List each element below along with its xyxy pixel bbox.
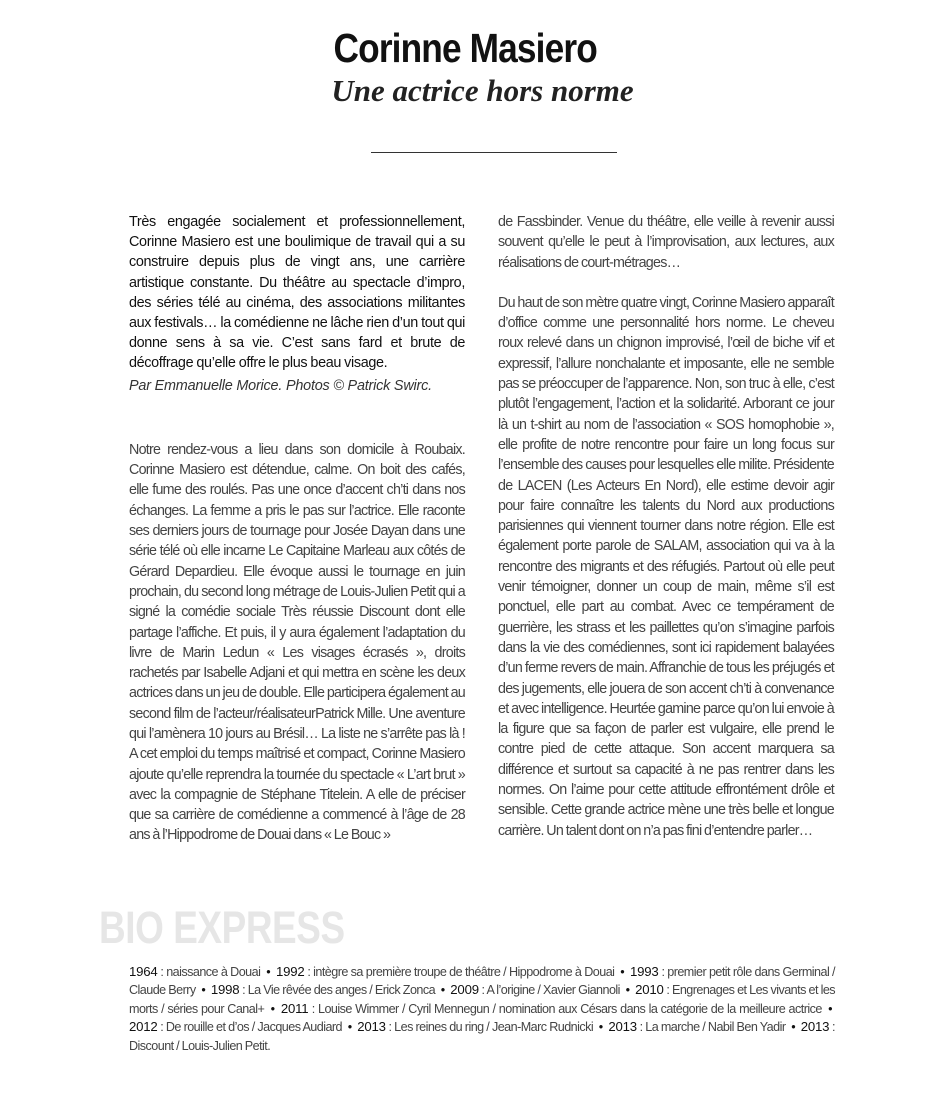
bio-entry-text: : naissance à Douai [157,965,261,979]
bio-entry-year: 1998 [210,982,240,998]
title-divider [371,152,617,153]
bio-entry [129,965,260,979]
bio-entry-year: 2009 [450,982,479,998]
bio-entry-year: 1964 [129,964,158,979]
bio-heading: BIO EXPRESS [99,902,345,953]
left-column [129,212,465,846]
bio-entry-year: 2012 [129,1019,158,1035]
bio-separator: • [440,983,445,998]
bio-entry-text: : A l’origine / Xavier Giannoli [478,983,620,998]
article-paragraph-1: Notre rendez-vous a lieu dans son domicile à Roubaix. Corinne Masiero est détendue, calme. On boit des cafés, elle fume des roulés. Pas une once d’accent ch’ti dans nos échanges. La femme a pris le pas sur l’actrice. Elle raconte ses derniers jours de tournage pour Josée Dayan dans une série télé où elle incarne Le Capitaine Marleau aux côtés de Gérard Depardieu. Elle évoque aussi le tournage en juin prochain, du second long métrage de Louis-Julien Petit qui a signé la comédie sociale Très réussie Discount dont elle partage l’affiche. Et puis, il y aura également l’adaptation du livre de Marin Ledun « Les visages écrasés », droits rachetés par Isabelle Adjani et qui mettra en scène les deux actrices dans un jeu de double. Elle participera également au second film de l’acteur/réalisateurPatrick Mille. Une aventure qui l’amènera 10 jours au Brésil… La liste ne s’arrête pas là ! A cet emploi du temps maîtrisé et compact, Corinne Masiero ajoute qu’elle reprendra la tournée du spectacle « L’art brut » avec la compagnie de Stéphane Titelein. A elle de préciser que sa carrière de comédienne a commencé à l’âge de 28 ans à l’Hippodrome de Douai dans « Le Bouc » [129,441,465,844]
bio-separator: • [266,965,271,979]
bio-entry-text: : De rouille et d’os / Jacques Audiard [157,1020,342,1035]
intro-paragraph: Très engagée socialement et professionnellement, Corinne Masiero est une boulimique de travail qui a su construire depuis plus de vingt ans, une carrière artistique constante. Du théâtre au spectacle d’impro, des séries télé au cinéma, des associations militantes aux festivals… la comédienne ne lâche rien d’un tout qui donne sens à sa vie. C’est sans fard et brute de décoffrage qu’elle offre le plus beau visage. [129,214,465,372]
bio-entry [129,1020,342,1034]
article-paragraph-2: de Fassbinder. Venue du théâtre, elle veille à revenir aussi souvent qu’elle le peut à l’improvisation, aux lectures, aux réalisations de court-métrages… [498,214,834,271]
bio-entry-year: 2013 [800,1019,830,1035]
bio-timeline [129,963,835,1055]
bio-entry-text: : La marche / Nabil Ben Yadir [636,1020,786,1035]
bio-entry-text: : Engrenages et Les vivants et les morts / séries pour Canal+ [129,983,836,1016]
bio-separator: • [270,1001,275,1016]
article-paragraph-3: Du haut de son mètre quatre vingt, Corinne Masiero apparaît d’office comme une personnalité hors norme. Le cheveu roux relevé dans un chignon improvisé, l’œil de biche vif et expressif, l’allure nonchalante et imposante, elle ne semble pas se préoccuper de l’apparence. Non, son truc à elle, c’est plutôt l’engagement, l’action et la solidarité. Arborant ce jour là un t-shirt au nom de l’association « SOS homophobie », elle profite de notre rencontre pour faire un long focus sur l’ensemble des causes pour lesquelles elle milite. Présidente de LACEN (Les Acteurs En Nord), elle estime devoir agir pour faire connaître les talents du Nord aux productions parisiennes qui viennent tourner dans notre région. Elle est également porte parole de SALAM, association qui va à la rencontre des migrants et des réfugiés. Partout où elle peut venir témoigner, donner un coup de main, même s’il est ponctuel, elle part au combat. Avec ce tempérament de guerrière, les strass et les paillettes qu’on s’imagine parfois dans la vie des comédiennes, sont ici rapidement balayées d’un ferme revers de main. Affranchie de tous les préjugés et des jugements, elle jouera de son accent ch’ti à convenance et avec intelligence. Heurtée gamine parce qu’on lui envoie à la figure que sa façon de parler est vulgaire, elle prend le contre pied de cette attaque. Son accent marquera sa différence et surtout sa capacité à ne pas rentrer dans les normes. On l’aime pour cette attitude effrontément drôle et sensible. Cette grande actrice mène une très belle et longue carrière. Un talent dont on n’a pas fini d’entendre parler… [498,294,834,839]
bio-separator: • [791,1020,796,1035]
bio-entry-text: : Discount / Louis-Julien Petit. [129,1020,835,1053]
bio-entry-text: : Louise Wimmer / Cyril Mennegun / nomination aux Césars dans la catégorie de la meilleure actrice [308,1001,822,1016]
bio-entry-text: : premier petit rôle dans Germinal / Claude Berry [129,965,836,998]
bio-entry [450,983,620,997]
bio-entry [211,983,435,997]
page-title: Corinne Masiero [333,25,597,71]
bio-entry-year: 2013 [357,1019,386,1035]
bio-entry-text: : intègre sa première troupe de théâtre / Hippodrome à Douai [304,965,615,979]
bio-entry-text: : La Vie rêvée des anges / Erick Zonca [239,983,436,998]
bio-separator: • [620,965,625,979]
bio-entry-year: 2010 [635,982,664,998]
bio-separator: • [598,1020,603,1035]
bio-entry [608,1020,785,1034]
bio-entry-year: 2013 [608,1019,637,1035]
bio-entry-text: : Les reines du ring / Jean-Marc Rudnicki [385,1020,594,1035]
bio-separator: • [201,983,206,998]
bio-separator: • [828,1001,832,1016]
right-column [498,212,834,841]
bio-separator: • [347,1020,352,1035]
bio-entry-year: 2011 [280,1000,309,1016]
bio-entry-year: 1993 [630,964,659,979]
bio-entry-year: 1992 [275,964,305,979]
bio-separator: • [625,983,630,998]
page-subtitle: Une actrice hors norme [331,73,634,108]
bio-entry [276,965,614,979]
author-credit: Par Emmanuelle Morice. Photos © Patrick Swirc. [129,377,432,394]
bio-entry [357,1020,593,1034]
bio-entry [281,1002,822,1016]
